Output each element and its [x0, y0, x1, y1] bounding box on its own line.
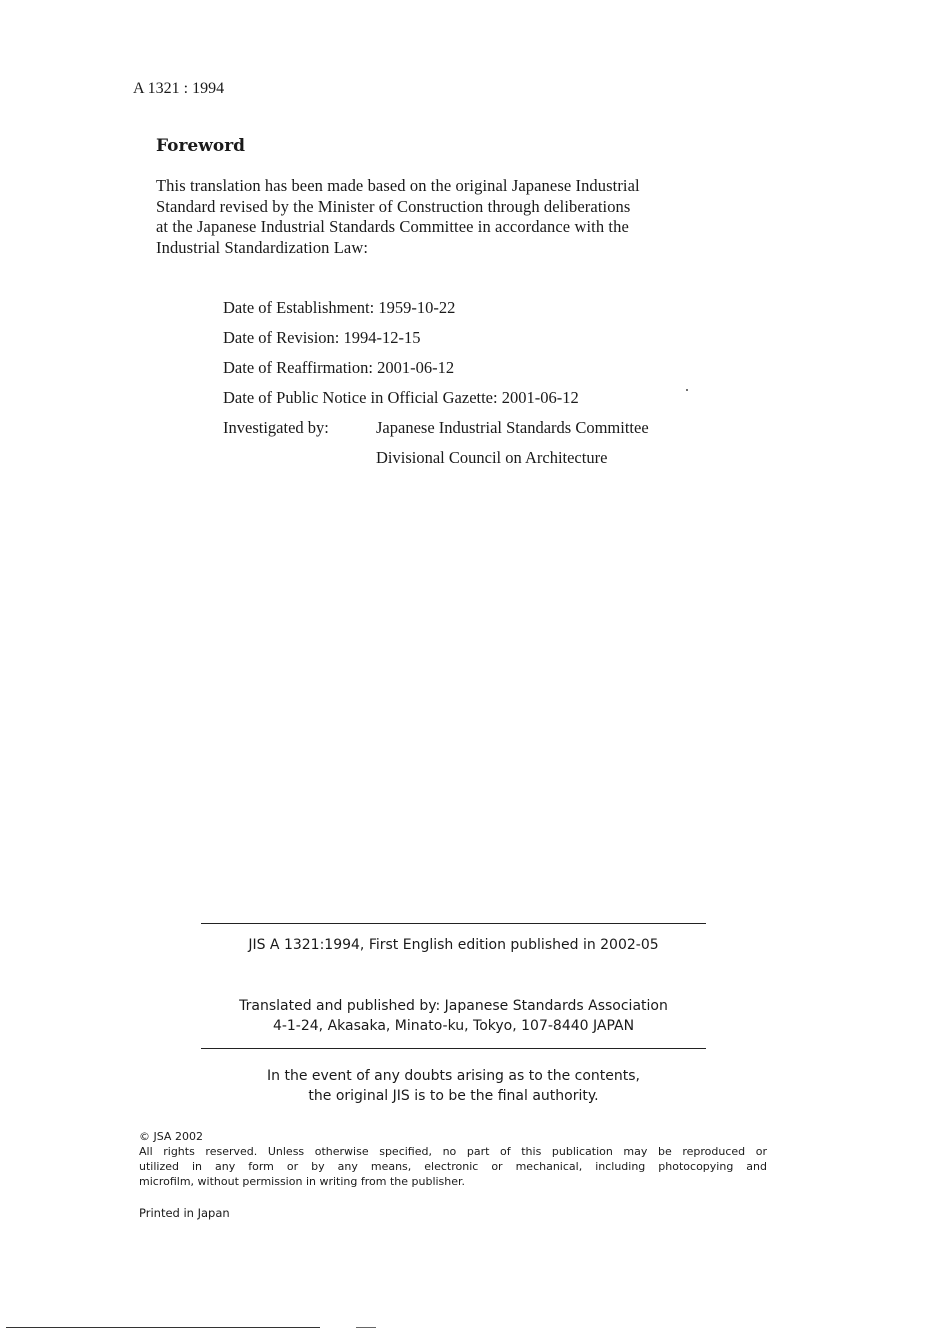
date-revision-row — [223, 326, 579, 356]
foreword-line: Standard revised by the Minister of Construction through deliberations — [156, 196, 631, 216]
foreword-paragraph — [156, 176, 776, 258]
date-reaffirmation-value: 2001-06-12 — [377, 358, 455, 377]
date-establishment-value: 1959-10-22 — [378, 298, 456, 317]
document-id: A 1321 : 1994 — [133, 80, 225, 97]
investigated-by-row-continued — [223, 446, 608, 476]
edition-statement: JIS A 1321:1994, First English edition published in 2002-05 — [248, 937, 659, 953]
investigated-by-committee: Japanese Industrial Standards Committee — [376, 418, 649, 437]
foreword-line: at the Japanese Industrial Standards Committee in accordance with the — [156, 217, 629, 236]
date-revision-label: Date of Revision: — [223, 328, 340, 347]
date-establishment-row — [223, 296, 579, 326]
authority-statement — [201, 1066, 706, 1106]
authority-line: In the event of any doubts arising as to the contents, — [267, 1068, 640, 1084]
investigated-by-label: Investigated by: — [223, 418, 329, 437]
scan-speck — [686, 389, 688, 391]
investigated-by-row — [223, 416, 649, 446]
date-reaffirmation-row — [223, 356, 579, 386]
date-public-notice-value: 2001-06-12 — [501, 388, 579, 407]
copyright-notice — [139, 1129, 779, 1189]
copyright-text-line: utilized in any form or by any means, electronic or mechanical, including photocopying and — [139, 1160, 767, 1173]
date-establishment-label: Date of Establishment: — [223, 298, 375, 317]
copyright-text-line: All rights reserved. Unless otherwise specified, no part of this publication may be reproduced or — [139, 1145, 767, 1158]
page-edge-line — [6, 1327, 320, 1328]
printed-in-statement: Printed in Japan — [139, 1206, 230, 1220]
publisher-statement — [201, 996, 706, 1036]
publisher-line: Translated and published by: Japanese Standards Association — [239, 998, 668, 1014]
foreword-title: Foreword — [156, 136, 246, 156]
bottom-divider — [201, 1048, 706, 1049]
date-public-notice-row — [223, 386, 579, 416]
page-edge-line — [356, 1327, 376, 1328]
copyright-holder: © JSA 2002 — [139, 1130, 203, 1143]
top-divider — [201, 923, 706, 924]
date-reaffirmation-label: Date of Reaffirmation: — [223, 358, 373, 377]
investigated-by-council: Divisional Council on Architecture — [376, 448, 608, 467]
dates-block — [223, 296, 649, 476]
copyright-text-line: microfilm, without permission in writing from the publisher. — [139, 1175, 466, 1188]
date-public-notice-label: Date of Public Notice in Official Gazette: — [223, 388, 498, 407]
publisher-address: 4-1-24, Akasaka, Minato-ku, Tokyo, 107-8440 JAPAN — [272, 1018, 635, 1034]
authority-line: the original JIS is to be the final authority. — [308, 1088, 599, 1104]
foreword-line: Industrial Standardization Law: — [156, 237, 369, 257]
date-revision-value: 1994-12-15 — [343, 328, 421, 347]
foreword-line: This translation has been made based on the original Japanese Industrial — [156, 176, 640, 195]
